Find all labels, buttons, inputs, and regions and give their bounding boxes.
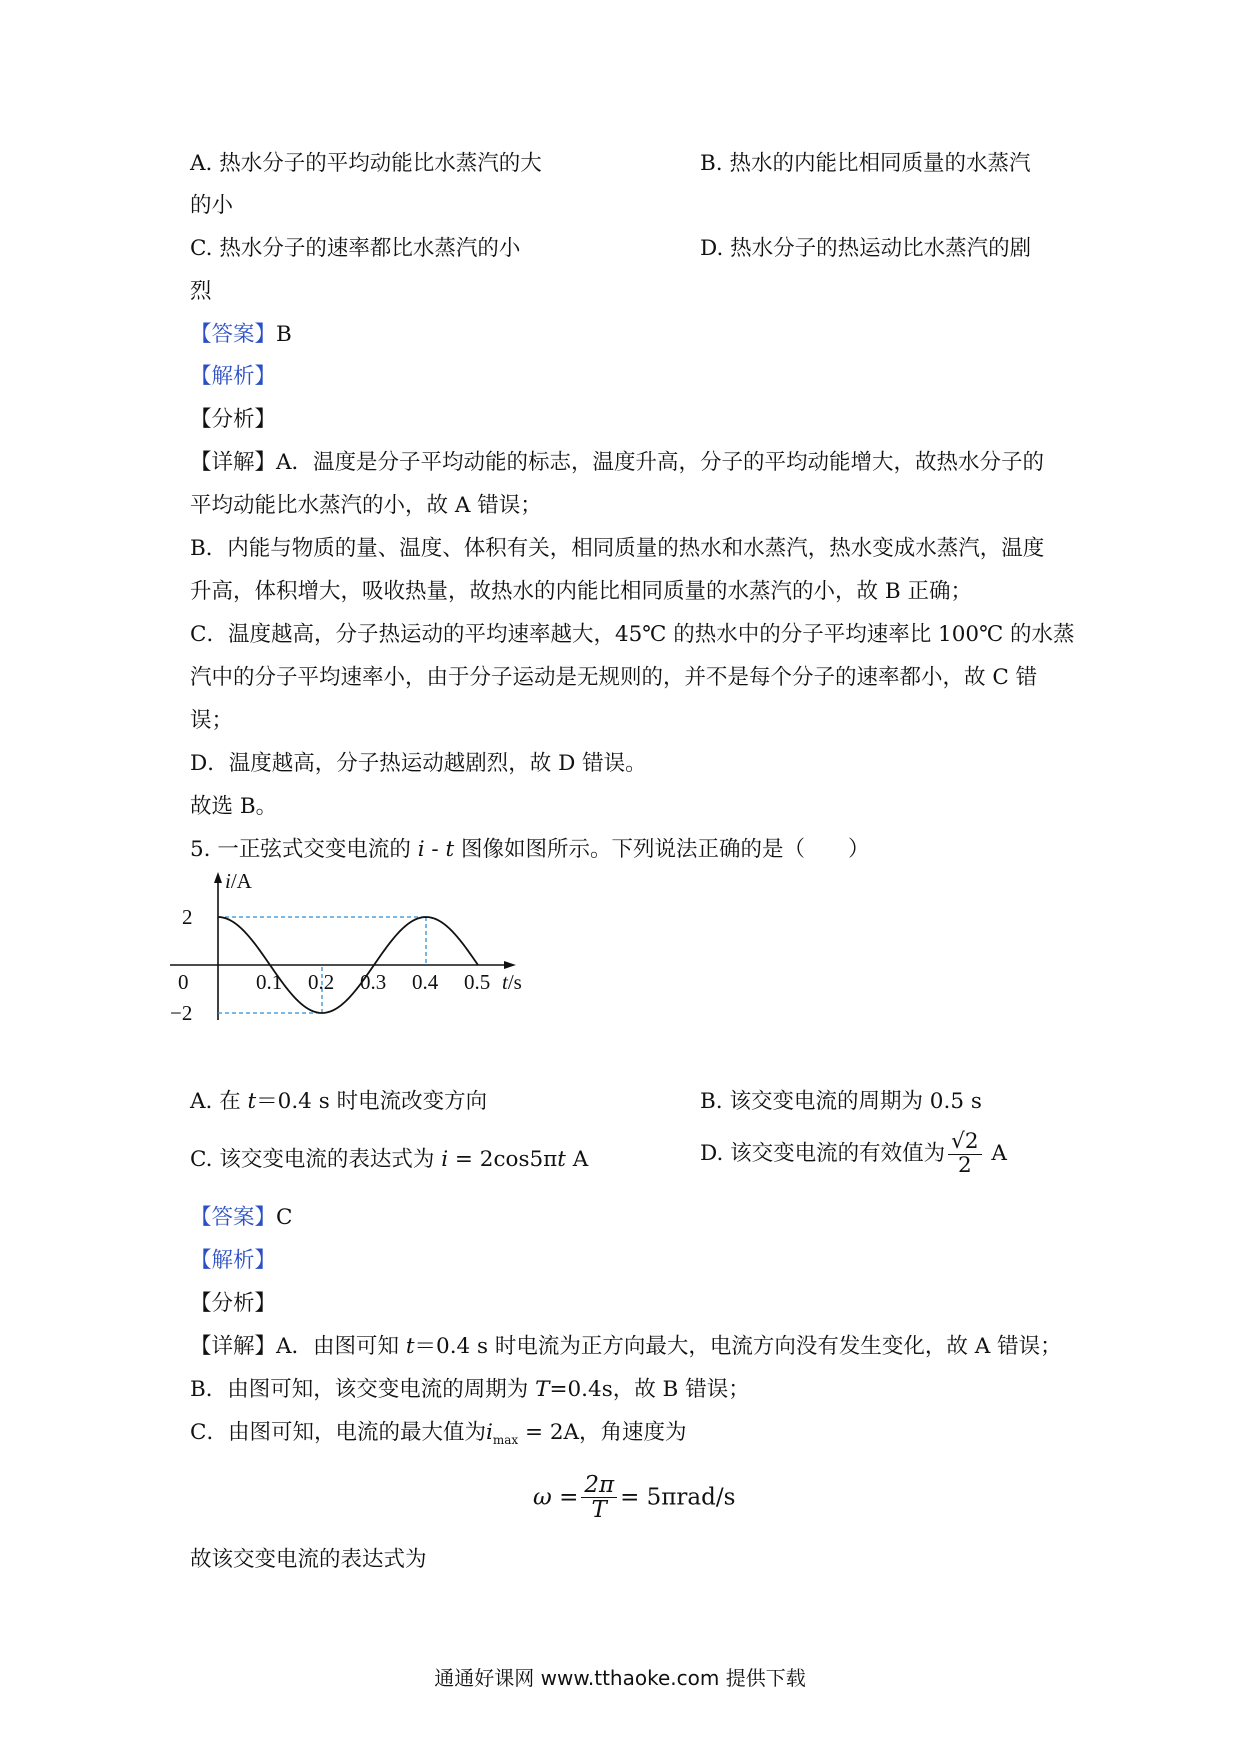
q4-detail-line-2: 平均动能比水蒸汽的小，故 A 错误； bbox=[190, 493, 542, 518]
q5-option-a bbox=[190, 1087, 487, 1117]
y-axis-label: i/A bbox=[225, 870, 252, 893]
current-time-graph bbox=[170, 870, 540, 1030]
q4-explain-tag: 【解析】 bbox=[190, 364, 277, 389]
detail-c-post: ，角速度为 bbox=[579, 1420, 687, 1445]
q5-option-c bbox=[190, 1145, 588, 1175]
stem-post: 图像如图所示。下列说法正确的是（ ） bbox=[454, 837, 870, 862]
q4-detail-line-4: 升高，体积增大，吸收热量，故热水的内能比相同质量的水蒸汽的小，故 B 正确； bbox=[190, 579, 972, 604]
q5-option-b: B. 该交变电流的周期为 0.5 s bbox=[700, 1089, 982, 1114]
option-d-fraction bbox=[948, 1131, 981, 1177]
q4-detail-line-8: D．温度越高，分子热运动越剧烈，故 D 错误。 bbox=[190, 751, 647, 776]
detail-a-var: t bbox=[405, 1334, 415, 1359]
answer-tag: 【答案】 bbox=[190, 1205, 277, 1230]
q4-option-c-continued: 烈 bbox=[190, 279, 212, 304]
y-axis-arrow bbox=[214, 872, 222, 883]
q5-answer bbox=[190, 1203, 292, 1233]
option-a-pre: A. 在 bbox=[190, 1089, 248, 1114]
fraction-numerator: √2 bbox=[948, 1131, 981, 1155]
option-c-var-t: t bbox=[557, 1147, 566, 1172]
q5-detail-a bbox=[190, 1332, 1062, 1362]
q5-detail-b bbox=[190, 1375, 750, 1405]
option-c-mid: = 2cos5π bbox=[448, 1147, 558, 1172]
x-tick-label: 0.3 bbox=[360, 970, 387, 994]
y-tick-label: −2 bbox=[170, 1001, 193, 1025]
option-d-pre: D. 该交变电流的有效值为 bbox=[700, 1141, 946, 1167]
detail-b-var: T bbox=[535, 1377, 550, 1402]
q4-option-b-text: B. 热水的内能比相同质量的水蒸汽 bbox=[700, 151, 1031, 176]
x-tick-label: 0.2 bbox=[308, 970, 335, 994]
origin-label: 0 bbox=[178, 970, 189, 994]
stem-pre: 5. 一正弦式交变电流的 bbox=[190, 837, 418, 862]
detail-tag: 【详解】 bbox=[190, 1334, 277, 1359]
option-c-post: A bbox=[565, 1147, 589, 1172]
q5-analysis-tag: 【分析】 bbox=[190, 1291, 277, 1316]
angular-velocity-formula bbox=[533, 1473, 735, 1522]
x-axis-label: t/s bbox=[502, 970, 522, 994]
q4-option-a: A. 热水分子的平均动能比水蒸汽的大 bbox=[190, 151, 542, 176]
stem-var-i: i bbox=[417, 837, 425, 862]
answer-tag: 【答案】 bbox=[190, 322, 277, 347]
option-a-var: t bbox=[247, 1089, 257, 1114]
detail-a-pre: A．由图可知 bbox=[276, 1334, 406, 1359]
detail-c-var: i bbox=[485, 1420, 493, 1445]
q5-stem bbox=[190, 835, 870, 865]
formula-lhs: ω = bbox=[533, 1484, 579, 1511]
stem-dash: - bbox=[424, 837, 446, 862]
formula-fraction bbox=[581, 1473, 617, 1522]
detail-c-value: = 2A bbox=[518, 1420, 580, 1445]
q4-option-c: C. 热水分子的速率都比水蒸汽的小 bbox=[190, 236, 521, 261]
q4-detail-line-5: C．温度越高，分子热运动的平均速率越大，45℃ 的热水中的分子平均速率比 100℃ 的水蒸 bbox=[190, 622, 1075, 647]
answer-value: C bbox=[276, 1205, 293, 1230]
option-c-var-i: i bbox=[441, 1147, 449, 1172]
q5-last-line: 故该交变电流的表达式为 bbox=[190, 1547, 427, 1572]
q5-detail-c bbox=[190, 1418, 687, 1455]
stem-var-t: t bbox=[445, 837, 455, 862]
q5-option-d bbox=[700, 1131, 1007, 1177]
q4-detail-line-1 bbox=[190, 448, 1044, 478]
q4-option-b bbox=[700, 149, 1030, 179]
option-d-unit: A bbox=[984, 1141, 1007, 1167]
x-tick-label: 0.1 bbox=[256, 970, 283, 994]
x-tick-label: 0.5 bbox=[464, 970, 491, 994]
q4-conclusion: 故选 B。 bbox=[190, 794, 278, 819]
q4-detail-line-3: B．内能与物质的量、温度、体积有关，相同质量的热水和水蒸汽，热水变成水蒸汽，温度 bbox=[190, 536, 1045, 561]
detail-c-pre: C．由图可知，电流的最大值为 bbox=[190, 1420, 486, 1445]
q4-answer bbox=[190, 320, 292, 350]
x-axis-arrow bbox=[504, 961, 516, 969]
q4-detail-line-7: 误； bbox=[190, 708, 234, 733]
x-tick-label: 0.4 bbox=[412, 970, 439, 994]
option-c-pre: C. 该交变电流的表达式为 bbox=[190, 1147, 442, 1172]
formula-numerator: 2π bbox=[581, 1473, 617, 1498]
answer-value: B bbox=[276, 322, 292, 347]
detail-c-sub: max bbox=[492, 1433, 519, 1447]
page-footer: 通通好课网 www.tthaoke.com 提供下载 bbox=[434, 1666, 806, 1690]
detail-text: A．温度是分子平均动能的标志，温度升高，分子的平均动能增大，故热水分子的 bbox=[276, 450, 1045, 475]
q4-option-d: D. 热水分子的热运动比水蒸汽的剧 bbox=[700, 236, 1032, 261]
detail-tag: 【详解】 bbox=[190, 450, 277, 475]
q4-analysis-tag: 【分析】 bbox=[190, 407, 277, 432]
y-tick-label: 2 bbox=[182, 905, 193, 929]
q5-explain-tag: 【解析】 bbox=[190, 1248, 277, 1273]
detail-a-post: ＝0.4 s 时电流为正方向最大，电流方向没有发生变化，故 A 错误； bbox=[414, 1334, 1062, 1359]
fraction-denominator: 2 bbox=[958, 1152, 972, 1178]
formula-denominator: T bbox=[591, 1497, 607, 1524]
q4-option-a-continued: 的小 bbox=[190, 193, 234, 218]
formula-rhs: = 5πrad/s bbox=[620, 1484, 736, 1511]
detail-b-pre: B．由图可知，该交变电流的周期为 bbox=[190, 1377, 536, 1402]
detail-b-post: =0.4s，故 B 错误； bbox=[549, 1377, 750, 1402]
option-a-post: ＝0.4 s 时电流改变方向 bbox=[256, 1089, 488, 1114]
q4-detail-line-6: 汽中的分子平均速率小，由于分子运动是无规则的，并不是每个分子的速率都小，故 C 错 bbox=[190, 665, 1038, 690]
